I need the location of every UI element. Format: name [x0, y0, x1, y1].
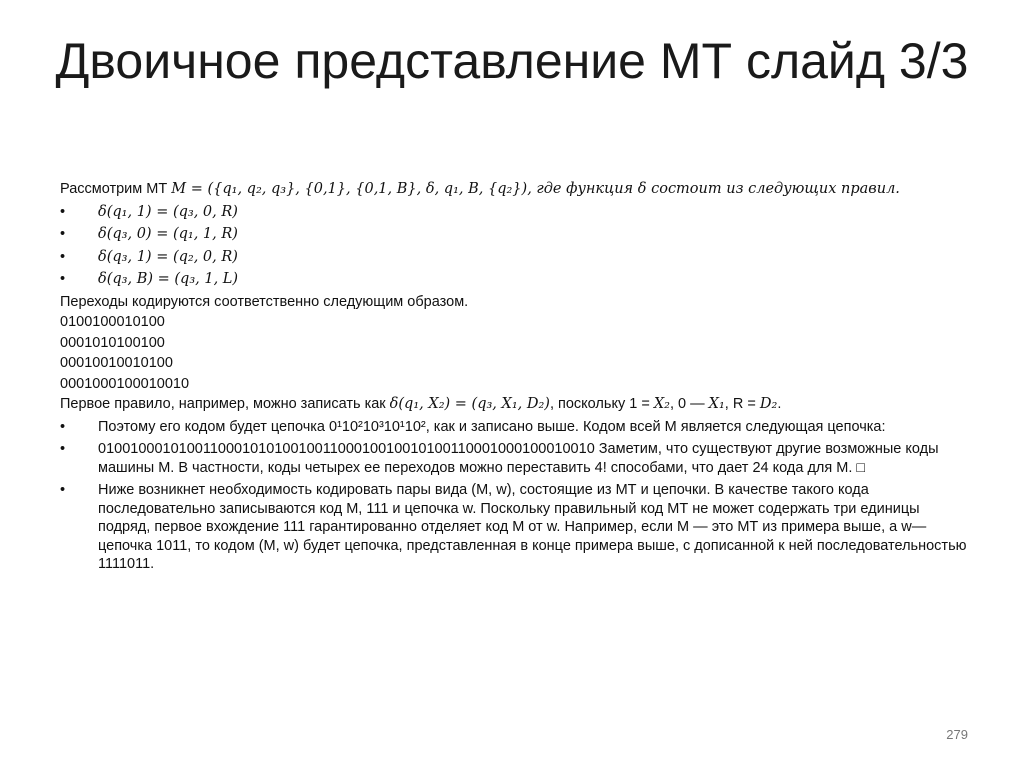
example-text: , поскольку 1 =: [549, 396, 654, 412]
x1-symbol: X₁: [708, 396, 725, 412]
bullet-text: Ниже возникнет необходимость кодировать пары вида (М, w), состоящие из МТ и цепочки. В качестве такого кода последовательно записываются код М, 111 и цепочка w. Поскольку правильный код МТ не может содержать три единицы подряд, первое вхождение 111 гарантированно отделяет код М от w. Например, если М — это МТ из примера выше, а w— цепочка 1011, то кодом (М, w) будет цепочка, представленная в конце примера выше, с дописанной к ней последовательностью 1111011.: [98, 482, 967, 572]
transition-code: 0001010100100: [60, 334, 165, 351]
bullet-icon: •: [60, 203, 66, 220]
slide-title: Двоичное представление МТ слайд 3/3: [55, 33, 969, 89]
bullet-item: [60, 440, 970, 477]
example-text: , 0 —: [669, 396, 709, 412]
transition-code: 0001000100010010: [60, 375, 190, 392]
rule-item: [60, 203, 970, 222]
bullet-item: [60, 418, 970, 437]
bullet-item: [60, 481, 970, 574]
bullet-text: 01001000101001100010101001001100010010010100110001000100010010 Заметим, что существуют другие возможные коды машины М. В частности, коды четырех ее переходов можно переставить 4! способами, что дает 24 кода для М. □: [98, 441, 939, 476]
example-text: .: [777, 396, 782, 412]
example-text: Первое правило, например, можно записать как: [60, 396, 390, 412]
d2-symbol: D₂: [759, 396, 778, 412]
rule-formula: δ(q₃, B) = (q₃, 1, L): [98, 271, 239, 287]
example-formula: δ(q₁, X₂) = (q₃, X₁, D₂): [389, 396, 550, 412]
bullet-text: Поэтому его кодом будет цепочка 0¹10²10³10¹10², как и записано выше. Кодом всей М является следующая цепочка:: [98, 418, 886, 435]
rule-formula: δ(q₃, 1) = (q₂, 0, R): [98, 248, 238, 265]
rule-formula: δ(q₁, 1) = (q₃, 0, R): [98, 203, 238, 220]
example-text: , R =: [724, 396, 760, 412]
machine-formula: M = ({q₁, q₂, q₃}, {0,1}, {0,1, B}, δ, q₁, B, {q₂}): [171, 181, 528, 197]
rule-item: [60, 225, 970, 244]
x2-symbol: X₂: [653, 396, 670, 412]
transition-code: 0100100010100: [60, 314, 165, 330]
rule-item: [60, 248, 970, 267]
bullet-icon: •: [60, 271, 66, 287]
intro-text: Рассмотрим МТ: [60, 181, 172, 197]
transitions-intro: Переходы кодируются соответственно следующим образом.: [60, 293, 469, 310]
example-line: [60, 395, 970, 414]
bullet-icon: •: [60, 441, 66, 457]
bullet-icon: •: [60, 418, 66, 435]
page-number: 279: [946, 727, 968, 742]
slide-content: [60, 180, 970, 578]
intro-paragraph: [60, 180, 970, 199]
bullet-icon: •: [60, 226, 66, 242]
rule-formula: δ(q₃, 0) = (q₁, 1, R): [98, 226, 238, 242]
bullet-icon: •: [60, 482, 66, 498]
transition-code: 00010010010100: [60, 355, 173, 371]
rule-item: [60, 270, 970, 289]
intro-tail: , где функция δ состоит из следующих правил.: [527, 181, 900, 197]
bullet-icon: •: [60, 248, 66, 265]
